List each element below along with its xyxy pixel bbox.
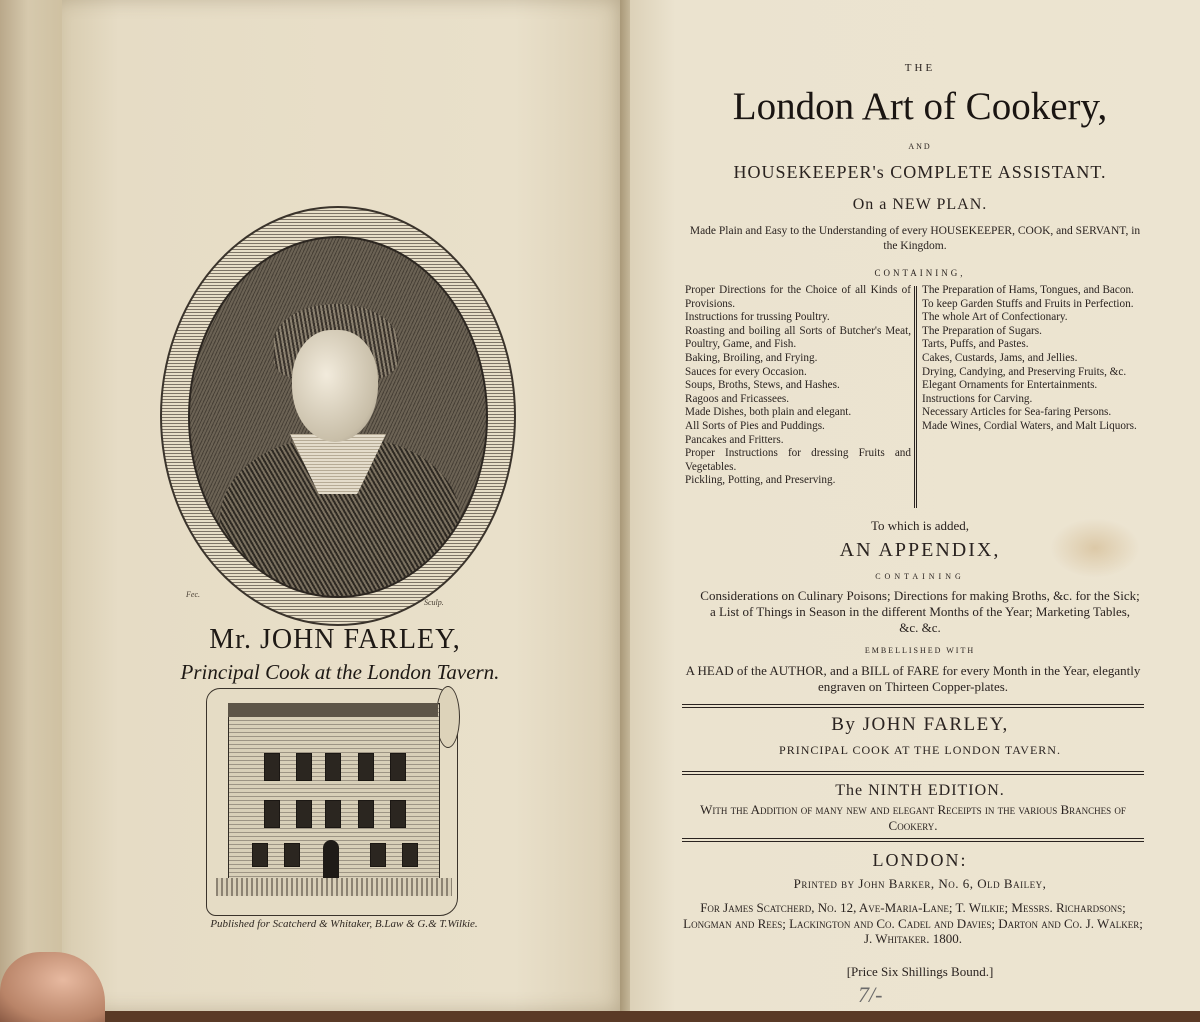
- rule-double: [682, 838, 1144, 842]
- building-door: [323, 840, 339, 880]
- contents-right-item: Elegant Ornaments for Entertainments.: [922, 379, 1098, 392]
- building-window: [264, 800, 280, 828]
- portrait-credit-left: Fec.: [186, 590, 200, 599]
- imprint-city: LONDON:: [872, 850, 968, 870]
- building-cornice: [228, 703, 438, 717]
- edition: The NINTH EDITION.: [835, 782, 1005, 799]
- contents-left-item: All Sorts of Pies and Puddings.: [685, 419, 825, 432]
- building-window: [296, 800, 312, 828]
- title-the: THE: [904, 62, 936, 74]
- building-railing: [216, 878, 452, 896]
- contents-right-item: Cakes, Custards, Jams, and Jellies.: [922, 351, 1078, 364]
- building-window: [284, 843, 300, 867]
- to-which-added: To which is added,: [870, 518, 969, 533]
- portrait-face: [292, 330, 378, 442]
- contents-right-item: The Preparation of Sugars.: [922, 324, 1042, 337]
- contents-left-item: Sauces for every Occasion.: [685, 365, 807, 378]
- building-window: [390, 800, 406, 828]
- building-window: [358, 800, 374, 828]
- edition-text: With the Addition of many new and elegant Receipts in the various Branches of Cookery.: [700, 802, 1126, 833]
- contents-right-item: The whole Art of Confectionary.: [922, 311, 1068, 324]
- portrait-credit-right: Sculp.: [424, 598, 444, 607]
- contents-left-item: Proper Directions for the Choice of all Kinds of Provisions.: [685, 284, 911, 310]
- printer-line: Printed by John Barker, No. 6, Old Bailey,: [793, 876, 1047, 891]
- made-plain: Made Plain and Easy to the Understanding of every HOUSEKEEPER, COOK, and SERVANT, in the Kingdom.: [689, 225, 1141, 252]
- contents-right-item: Instructions for Carving.: [922, 392, 1033, 405]
- book-spine: [0, 0, 70, 1011]
- building-window: [390, 753, 406, 781]
- contents-right-item: Drying, Candying, and Preserving Fruits, &c.: [922, 365, 1127, 378]
- new-plan: On a NEW PLAN.: [852, 196, 988, 213]
- building-window: [252, 843, 268, 867]
- author-byline: By JOHN FARLEY,: [831, 714, 1009, 735]
- building-window: [402, 843, 418, 867]
- building-window: [325, 753, 341, 781]
- contents-left-item: Soups, Broths, Stews, and Hashes.: [685, 379, 840, 392]
- contents-left-item: Instructions for trussing Poultry.: [685, 311, 830, 324]
- portrait-oval-image: [188, 236, 488, 598]
- contents-left-item: Pickling, Potting, and Preserving.: [685, 474, 836, 487]
- embellished-text: A HEAD of the AUTHOR, and a BILL of FARE for every Month in the Year, elegantly engraven on Thirteen Copper-plates.: [685, 663, 1141, 694]
- caption-name: Mr. JOHN FARLEY,: [209, 624, 461, 655]
- contents-left-item: Roasting and boiling all Sorts of Butcher's Meat, Poultry, Game, and Fish.: [685, 324, 911, 351]
- rule-double: [682, 771, 1144, 775]
- caption-role: Principal Cook at the London Tavern.: [180, 660, 500, 684]
- contents-right-item: Made Wines, Cordial Waters, and Malt Liquors.: [922, 419, 1137, 432]
- contents-right-item: Necessary Articles for Sea-faring Persons.: [922, 406, 1112, 419]
- book-title: London Art of Cookery,: [732, 85, 1108, 128]
- portrait-engraving: [160, 206, 516, 626]
- rule-double: [682, 704, 1144, 708]
- contents-right-item: To keep Garden Stuffs and Fruits in Perfection.: [922, 297, 1134, 310]
- appendix-text: Considerations on Culinary Poisons; Directions for making Broths, &c. for the Sick; a List of Things in Season in the different Months of the Year; Marketing Tables, &c. &c.: [700, 588, 1140, 635]
- publisher-line: Published for Scatcherd & Whitaker, B.Law & G.& T.Wilkie.: [210, 918, 478, 930]
- title-and: AND: [908, 142, 932, 151]
- appendix-heading: AN APPENDIX,: [839, 539, 1001, 561]
- contents-left-item: Ragoos and Fricassees.: [685, 392, 790, 405]
- building-window: [296, 753, 312, 781]
- building-window: [264, 753, 280, 781]
- contents-left-item: Proper Instructions for dressing Fruits and Vegetables.: [685, 447, 911, 473]
- author-title: PRINCIPAL COOK AT THE LONDON TAVERN.: [779, 743, 1061, 757]
- booksellers-list: For James Scatcherd, No. 12, Ave-Maria-Lane; T. Wilkie; Messrs. Richardsons; Longman and Rees; Lackington and Co. Cadel and Davies; Darton and Co. J. Walker; J. Whitaker. 1800.: [683, 900, 1143, 946]
- appendix-containing: CONTAINING: [875, 572, 965, 581]
- contents-left-column: [685, 284, 911, 488]
- contents-left-item: Made Dishes, both plain and elegant.: [685, 406, 852, 419]
- book-subtitle: HOUSEKEEPER's COMPLETE ASSISTANT.: [733, 162, 1107, 182]
- contents-left-item: Pancakes and Fritters.: [685, 433, 784, 446]
- pencil-price-note: 7/-: [858, 982, 883, 1007]
- building-window: [325, 800, 341, 828]
- price-line: [Price Six Shillings Bound.]: [846, 964, 994, 979]
- embellished-heading: EMBELLISHED WITH: [864, 646, 976, 655]
- contents-right-item: Tarts, Puffs, and Pastes.: [922, 338, 1029, 351]
- contents-right-item: The Preparation of Hams, Tongues, and Bacon.: [922, 284, 1134, 296]
- building-window: [370, 843, 386, 867]
- containing-heading: CONTAINING,: [874, 268, 966, 278]
- contents-divider: [914, 286, 917, 508]
- building-window: [358, 753, 374, 781]
- contents-left-item: Baking, Broiling, and Frying.: [685, 351, 818, 364]
- contents-right-column: [922, 284, 1142, 434]
